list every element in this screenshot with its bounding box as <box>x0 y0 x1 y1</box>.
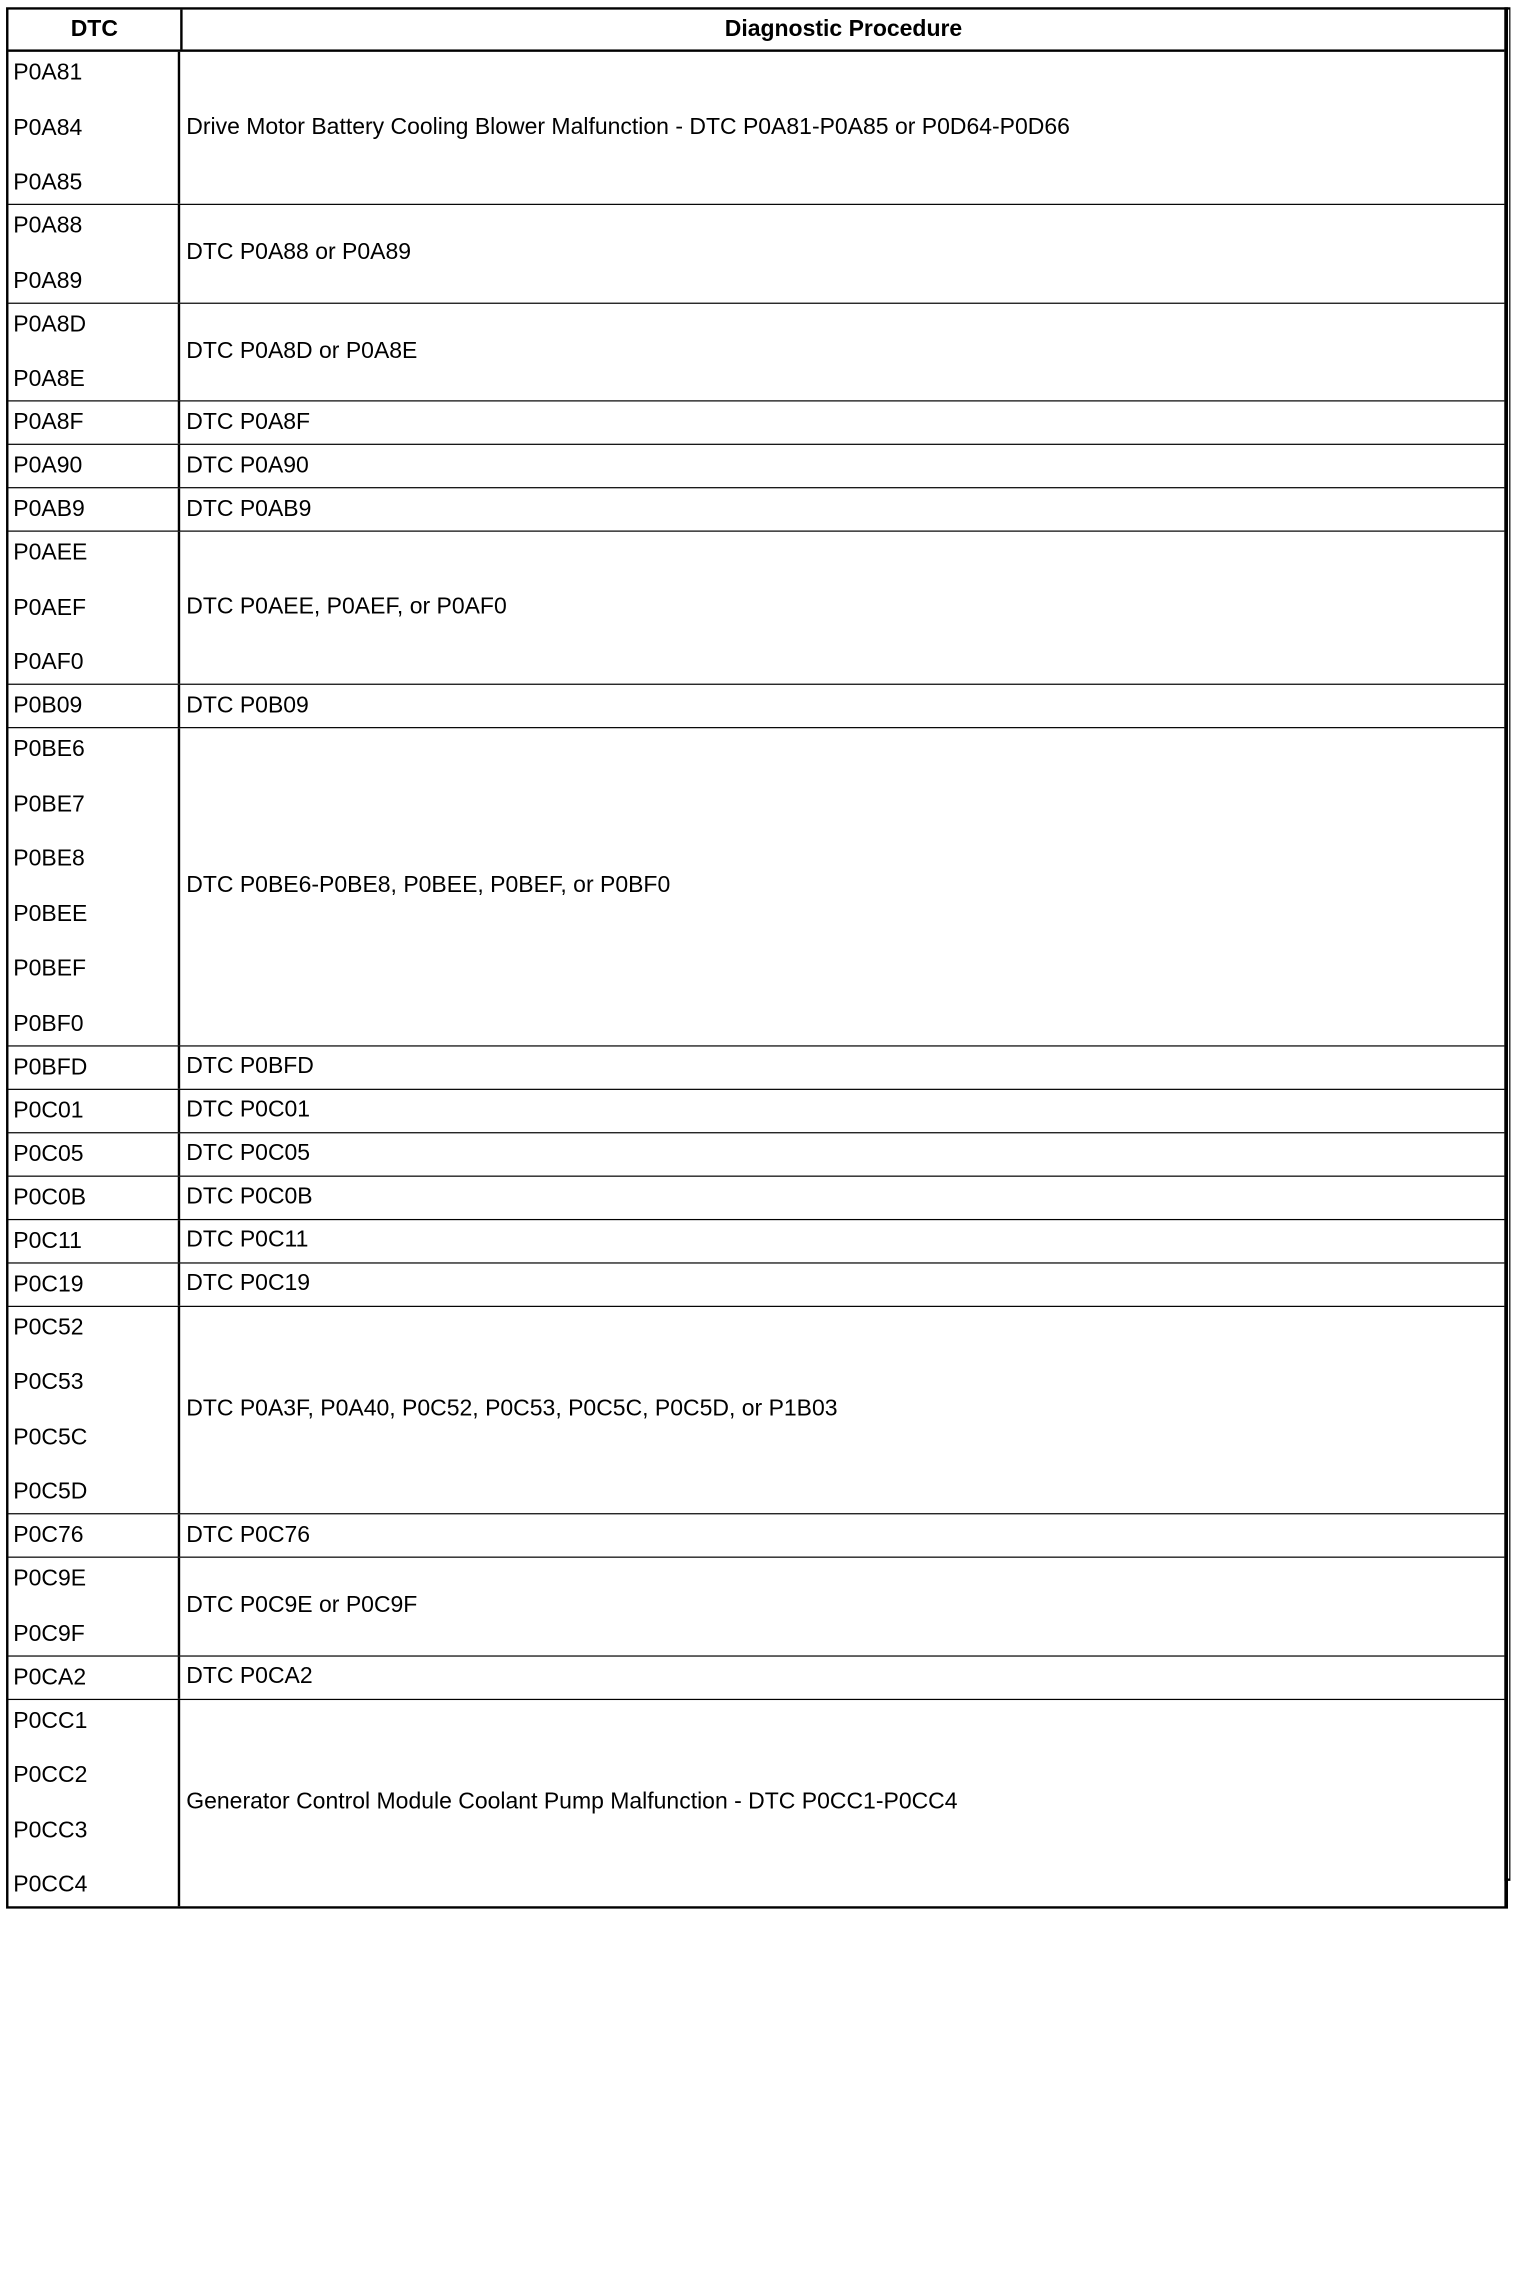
right-margin-rule <box>1504 7 1510 1881</box>
dtc-codes-cell <box>8 1699 180 1906</box>
table-row <box>8 532 1504 685</box>
procedure-column-header: Diagnostic Procedure <box>724 16 963 42</box>
dtc-codes-cell <box>8 1220 180 1262</box>
dtc-code: P0C5C <box>13 1424 88 1450</box>
table-row <box>8 1306 1504 1514</box>
diagnostic-procedure-cell: DTC P0C76 <box>186 1522 311 1548</box>
dtc-code: P0C0B <box>13 1184 87 1210</box>
dtc-code: P0BE7 <box>13 791 85 817</box>
diagnostic-procedure-cell: DTC P0C05 <box>186 1140 311 1166</box>
diagnostic-procedure-cell: DTC P0B09 <box>186 692 309 718</box>
diagnostic-procedure-cell: DTC P0A8F <box>186 409 311 435</box>
dtc-code: P0A8F <box>13 409 84 436</box>
dtc-code: P0AB9 <box>13 496 85 523</box>
dtc-code: P0C11 <box>13 1228 82 1254</box>
dtc-column-header: DTC <box>8 10 182 50</box>
dtc-codes-cell <box>8 205 180 302</box>
dtc-codes-cell <box>8 401 180 443</box>
dtc-codes-cell <box>8 52 180 204</box>
dtc-code: P0CC4 <box>13 1872 88 1898</box>
dtc-code: P0A84 <box>13 115 83 141</box>
dtc-code: P0C05 <box>13 1141 84 1167</box>
table-header-row <box>8 10 1504 52</box>
diagnostic-procedure-cell: DTC P0A90 <box>186 452 309 479</box>
diagnostic-procedure-cell: DTC P0C9E or P0C9F <box>186 1593 418 1619</box>
dtc-code: P0BF0 <box>13 1010 84 1037</box>
diagnostic-procedure-cell: DTC P0AEE, P0AEF, or P0AF0 <box>186 594 507 620</box>
dtc-code: P0C01 <box>13 1097 84 1124</box>
table-row <box>8 1046 1504 1089</box>
dtc-code: P0AEF <box>13 595 87 621</box>
table-body <box>8 52 1504 1906</box>
dtc-codes-cell <box>8 1558 180 1655</box>
table-row <box>8 1133 1504 1176</box>
diagnostic-procedure-cell: DTC P0C19 <box>186 1270 311 1297</box>
diagnostic-procedure-cell: DTC P0BE6-P0BE8, P0BEE, P0BEF, or P0BF0 <box>186 873 671 899</box>
table-row <box>8 401 1504 444</box>
diagnostic-procedure-cell: DTC P0CA2 <box>186 1663 313 1690</box>
dtc-code: P0C9E <box>13 1566 87 1592</box>
dtc-codes-cell <box>8 1306 180 1513</box>
dtc-code: P0CC1 <box>13 1707 88 1734</box>
diagnostic-procedure-cell: DTC P0A8D or P0A8E <box>186 338 418 364</box>
dtc-codes-cell <box>8 1656 180 1698</box>
dtc-codes-cell <box>8 685 180 727</box>
dtc-code: P0C52 <box>13 1314 84 1341</box>
dtc-code: P0A90 <box>13 453 83 479</box>
dtc-codes-cell <box>8 445 180 487</box>
diagnostic-procedure-cell: DTC P0BFD <box>186 1053 314 1080</box>
table-row <box>8 205 1504 303</box>
dtc-codes-cell <box>8 1263 180 1305</box>
table-row <box>8 1220 1504 1263</box>
dtc-codes-cell <box>8 1046 180 1088</box>
diagnostic-procedure-cell: DTC P0C11 <box>186 1227 309 1253</box>
dtc-code: P0A81 <box>13 60 83 86</box>
table-row <box>8 1089 1504 1132</box>
dtc-codes-cell <box>8 1089 180 1131</box>
dtc-code: P0C76 <box>13 1522 84 1549</box>
dtc-code: P0BE8 <box>13 846 85 872</box>
table-row <box>8 1558 1504 1656</box>
dtc-code: P0C9F <box>13 1621 85 1647</box>
dtc-codes-cell <box>8 1176 180 1218</box>
table-row <box>8 445 1504 488</box>
diagnostic-procedure-cell: DTC P0AB9 <box>186 496 312 522</box>
dtc-code: P0C53 <box>13 1369 84 1395</box>
dtc-codes-cell <box>8 303 180 400</box>
table-row <box>8 488 1504 531</box>
table-row <box>8 728 1504 1046</box>
table-row <box>8 685 1504 728</box>
diagnostic-procedure-cell: DTC P0C01 <box>186 1097 311 1123</box>
dtc-code: P0BEE <box>13 901 88 927</box>
dtc-code: P0BEF <box>13 956 87 982</box>
diagnostic-procedure-cell: DTC P0C0B <box>186 1183 313 1210</box>
dtc-code: P0CA2 <box>13 1664 87 1690</box>
dtc-code: P0A8D <box>13 311 87 337</box>
dtc-codes-cell <box>8 1133 180 1175</box>
table-row <box>8 1263 1504 1306</box>
dtc-code: P0BFD <box>13 1054 88 1080</box>
diagnostic-procedure-cell: Generator Control Module Coolant Pump Malfunction - DTC P0CC1-P0CC4 <box>186 1789 958 1815</box>
table-row <box>8 1176 1504 1219</box>
table-row <box>8 1656 1504 1699</box>
dtc-table <box>6 7 1508 1908</box>
dtc-code: P0BE6 <box>13 736 85 763</box>
dtc-codes-cell <box>8 488 180 530</box>
table-row <box>8 1514 1504 1557</box>
diagnostic-procedure-cell: Drive Motor Battery Cooling Blower Malfunction - DTC P0A81-P0A85 or P0D64-P0D66 <box>186 114 1070 140</box>
dtc-code: P0A8E <box>13 366 85 392</box>
dtc-code: P0AF0 <box>13 649 84 676</box>
dtc-codes-cell <box>8 532 180 684</box>
dtc-code: P0A85 <box>13 170 83 196</box>
dtc-code: P0B09 <box>13 693 83 719</box>
table-row <box>8 1699 1504 1906</box>
dtc-code: P0A88 <box>13 213 83 239</box>
dtc-code: P0CC3 <box>13 1817 88 1843</box>
dtc-code: P0A89 <box>13 268 83 294</box>
dtc-codes-cell <box>8 728 180 1044</box>
table-row <box>8 303 1504 401</box>
dtc-codes-cell <box>8 1514 180 1556</box>
diagnostic-procedure-cell: DTC P0A88 or P0A89 <box>186 240 412 266</box>
table-row <box>8 52 1504 205</box>
dtc-code: P0C5D <box>13 1479 88 1505</box>
dtc-code: P0AEE <box>13 540 88 566</box>
dtc-code: P0CC2 <box>13 1762 88 1789</box>
dtc-code: P0C19 <box>13 1271 84 1297</box>
diagnostic-procedure-cell: DTC P0A3F, P0A40, P0C52, P0C53, P0C5C, P0C5D, or P1B03 <box>186 1396 838 1422</box>
